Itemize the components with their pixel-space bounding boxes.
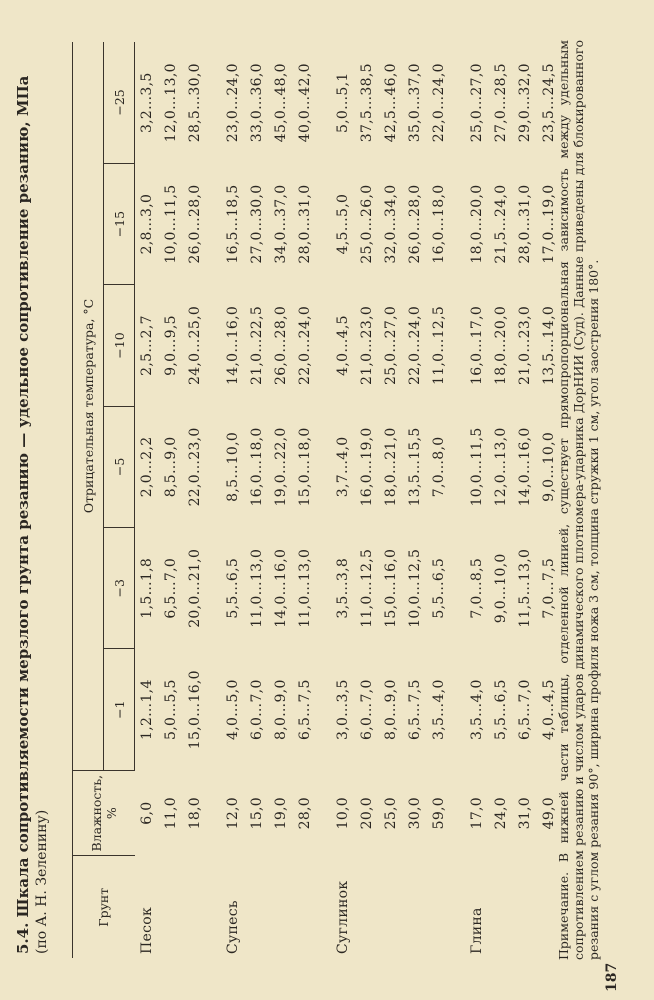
value-cell: 26,0…28,0 — [407, 184, 423, 264]
value-cell: 6,5…7,0 — [163, 557, 179, 619]
header-temp: −3 — [104, 528, 135, 649]
value-cell: 32,0…34,0 — [383, 184, 399, 264]
table-body — [135, 42, 562, 958]
value-cell: 5,0…5,5 — [163, 679, 179, 740]
table-row — [269, 42, 293, 958]
value-cell: 14,0…16,0 — [517, 427, 533, 507]
value-cell: 8,0…9,0 — [383, 679, 399, 740]
page-number: 187 — [604, 962, 620, 992]
value-cell: 8,5…10,0 — [225, 431, 241, 502]
value-cell: 9,0…10,0 — [541, 431, 557, 502]
moisture-cell: 12,0 — [225, 797, 241, 830]
value-cell: 19,0…22,0 — [273, 427, 289, 507]
moisture-cell: 59,0 — [431, 797, 447, 830]
value-cell: 11,0…13,0 — [249, 548, 265, 628]
value-cell: 37,5…38,5 — [359, 63, 375, 143]
value-cell: 12,0…13,0 — [163, 63, 179, 143]
value-cell: 6,0…7,0 — [249, 679, 265, 740]
value-cell: 11,5…13,0 — [517, 548, 533, 628]
value-cell: 20,0…21,0 — [187, 548, 203, 628]
value-cell: 25,0…27,0 — [383, 305, 399, 386]
value-cell: 35,0…37,0 — [407, 63, 423, 143]
value-cell: 10,0…12,5 — [407, 548, 423, 628]
value-cell: 15,0…16,0 — [383, 548, 399, 628]
value-cell: 23,5…24,5 — [541, 63, 557, 143]
table-caption — [14, 54, 51, 954]
value-cell: 1,5…1,8 — [139, 557, 155, 619]
moisture-cell: 18,0 — [187, 797, 203, 830]
soil-name: Глина — [469, 907, 485, 954]
soil-name — [269, 856, 293, 958]
soil-name — [355, 856, 379, 958]
value-cell: 3,2…3,5 — [139, 72, 155, 134]
moisture-cell: 28,0 — [297, 797, 313, 830]
value-cell: 10,0…11,5 — [163, 184, 179, 264]
table-row — [513, 42, 537, 958]
value-cell: 9,0…10,0 — [493, 553, 509, 624]
table-note: Примечание. В нижней части таблицы, отделенной линией, существует прямопропорциональная зависимость между удельным сопротивлением резанию и числом ударов динамического плотномера-ударника ДорНИИ (Суд). Данные приведены для блокированного резания с углом резания 90°, ширина профиля ножа 3 см, толщина стружки 1 см, угол заострения 180°. — [556, 40, 601, 960]
table-number: 5.4. — [14, 922, 32, 954]
header-temp: −15 — [104, 163, 135, 284]
value-cell: 1,2…1,4 — [139, 679, 155, 740]
value-cell: 2,8…3,0 — [139, 193, 155, 255]
value-cell: 13,5…15,5 — [407, 427, 423, 507]
value-cell: 27,0…28,5 — [493, 63, 509, 143]
table-row — [245, 42, 269, 958]
value-cell: 26,0…28,0 — [273, 305, 289, 386]
value-cell: 4,5…5,0 — [335, 193, 351, 255]
value-cell: 21,0…22,5 — [249, 305, 265, 386]
value-cell: 18,0…20,0 — [469, 184, 485, 264]
header-temp: −25 — [104, 42, 135, 163]
value-cell: 8,0…9,0 — [273, 679, 289, 740]
value-cell: 24,0…25,0 — [187, 305, 203, 386]
value-cell: 6,5…7,5 — [407, 679, 423, 740]
soil-name — [245, 856, 269, 958]
header-temp: −5 — [104, 406, 135, 527]
table-row — [183, 42, 207, 958]
value-cell: 13,5…14,0 — [541, 305, 557, 386]
value-cell: 5,0…5,1 — [335, 72, 351, 134]
moisture-cell: 49,0 — [541, 797, 557, 830]
value-cell: 33,0…36,0 — [249, 63, 265, 143]
value-cell: 28,5…30,0 — [187, 63, 203, 143]
value-cell: 5,5…6,5 — [431, 557, 447, 619]
value-cell: 22,0…24,0 — [431, 63, 447, 143]
table-row — [451, 42, 489, 958]
moisture-cell: 15,0 — [249, 797, 265, 830]
table-row — [293, 42, 317, 958]
value-cell: 29,0…32,0 — [517, 63, 533, 143]
value-cell: 26,0…28,0 — [187, 184, 203, 264]
value-cell: 45,0…48,0 — [273, 63, 289, 143]
value-cell: 7,0…8,0 — [431, 436, 447, 498]
value-cell: 16,0…18,0 — [249, 427, 265, 507]
value-cell: 4,0…4,5 — [541, 679, 557, 740]
soil-name — [159, 856, 183, 958]
value-cell: 42,5…46,0 — [383, 63, 399, 143]
resistance-table — [72, 42, 561, 958]
value-cell: 7,0…8,5 — [469, 557, 485, 619]
table-row — [489, 42, 513, 958]
value-cell: 28,0…31,0 — [297, 184, 313, 264]
value-cell: 11,0…13,0 — [297, 548, 313, 628]
soil-name: Песок — [138, 906, 155, 954]
value-cell: 16,0…17,0 — [469, 305, 485, 386]
value-cell: 40,0…42,0 — [297, 63, 313, 143]
value-cell: 16,5…18,5 — [225, 184, 241, 264]
header-moisture: Влажность, % — [73, 770, 135, 856]
moisture-cell: 17,0 — [469, 797, 485, 830]
value-cell: 4,0…5,0 — [225, 679, 241, 740]
header-temp: −10 — [104, 285, 135, 406]
soil-name — [513, 856, 537, 958]
value-cell: 17,0…19,0 — [541, 184, 557, 264]
moisture-cell: 6,0 — [138, 801, 155, 825]
value-cell: 14,0…16,0 — [225, 305, 241, 386]
value-cell: 6,5…7,5 — [297, 679, 313, 740]
moisture-cell: 24,0 — [493, 797, 509, 830]
value-cell: 5,5…6,5 — [225, 557, 241, 619]
value-cell: 18,0…21,0 — [383, 427, 399, 507]
value-cell: 3,7…4,0 — [335, 436, 351, 498]
value-cell: 5,5…6,5 — [493, 679, 509, 740]
table-row — [355, 42, 379, 958]
moisture-cell: 30,0 — [407, 797, 423, 830]
value-cell: 3,5…3,8 — [335, 557, 351, 619]
value-cell: 6,5…7,0 — [517, 679, 533, 740]
moisture-cell: 19,0 — [273, 797, 289, 830]
soil-name: Супесь — [225, 900, 241, 954]
moisture-cell: 31,0 — [517, 797, 533, 830]
value-cell: 3,5…4,0 — [469, 679, 485, 740]
value-cell: 6,0…7,0 — [359, 679, 375, 740]
value-cell: 18,0…20,0 — [493, 305, 509, 386]
value-cell: 16,0…18,0 — [431, 184, 447, 264]
value-cell: 23,0…24,0 — [225, 63, 241, 143]
value-cell: 3,5…4,0 — [431, 679, 447, 740]
soil-name — [379, 856, 403, 958]
table-row — [317, 42, 355, 958]
value-cell: 3,0…3,5 — [335, 679, 351, 740]
soil-name — [403, 856, 427, 958]
table-row — [159, 42, 183, 958]
table-row — [403, 42, 427, 958]
value-cell: 2,0…2,2 — [139, 436, 155, 498]
moisture-cell: 25,0 — [383, 797, 399, 830]
value-cell: 15,0…16,0 — [187, 670, 203, 750]
value-cell: 15,0…18,0 — [297, 427, 313, 507]
value-cell: 11,0…12,5 — [431, 305, 447, 386]
value-cell: 8,5…9,0 — [163, 436, 179, 498]
value-cell: 9,0…9,5 — [163, 315, 179, 376]
soil-name — [183, 856, 207, 958]
value-cell: 16,0…19,0 — [359, 427, 375, 507]
header-temperature-group: Отрицательная температура, °С — [73, 42, 104, 770]
value-cell: 22,0…23,0 — [187, 427, 203, 507]
value-cell: 34,0…37,0 — [273, 184, 289, 264]
table-subtitle: (по А. Н. Зеленину) — [34, 809, 50, 954]
soil-name — [427, 856, 451, 958]
header-temp: −1 — [104, 649, 135, 770]
value-cell: 12,0…13,0 — [493, 427, 509, 507]
value-cell: 27,0…30,0 — [249, 184, 265, 264]
table-row — [427, 42, 451, 958]
soil-name: Суглинок — [335, 880, 351, 954]
moisture-cell: 10,0 — [335, 797, 351, 830]
value-cell: 2,5…2,7 — [139, 315, 155, 376]
value-cell: 25,0…27,0 — [469, 63, 485, 143]
value-cell: 21,0…23,0 — [359, 305, 375, 386]
value-cell: 10,0…11,5 — [469, 427, 485, 507]
table-title: Шкала сопротивляемости мерзлого грунта резанию — удельное сопротивление резанию, МПа — [14, 75, 32, 918]
soil-name — [489, 856, 513, 958]
table-row — [207, 42, 245, 958]
value-cell: 4,0…4,5 — [335, 315, 351, 376]
value-cell: 22,0…24,0 — [297, 305, 313, 386]
value-cell: 14,0…16,0 — [273, 548, 289, 628]
moisture-cell: 11,0 — [163, 797, 179, 830]
soil-name — [293, 856, 317, 958]
header-soil: Грунт — [73, 856, 135, 958]
value-cell: 25,0…26,0 — [359, 184, 375, 264]
value-cell: 21,0…23,0 — [517, 305, 533, 386]
table-row — [379, 42, 403, 958]
value-cell: 7,0…7,5 — [541, 557, 557, 619]
value-cell: 11,0…12,5 — [359, 548, 375, 628]
value-cell: 22,0…24,0 — [407, 305, 423, 386]
moisture-cell: 20,0 — [359, 797, 375, 830]
value-cell: 21,5…24,0 — [493, 184, 509, 264]
table-row — [135, 42, 160, 958]
value-cell: 28,0…31,0 — [517, 184, 533, 264]
